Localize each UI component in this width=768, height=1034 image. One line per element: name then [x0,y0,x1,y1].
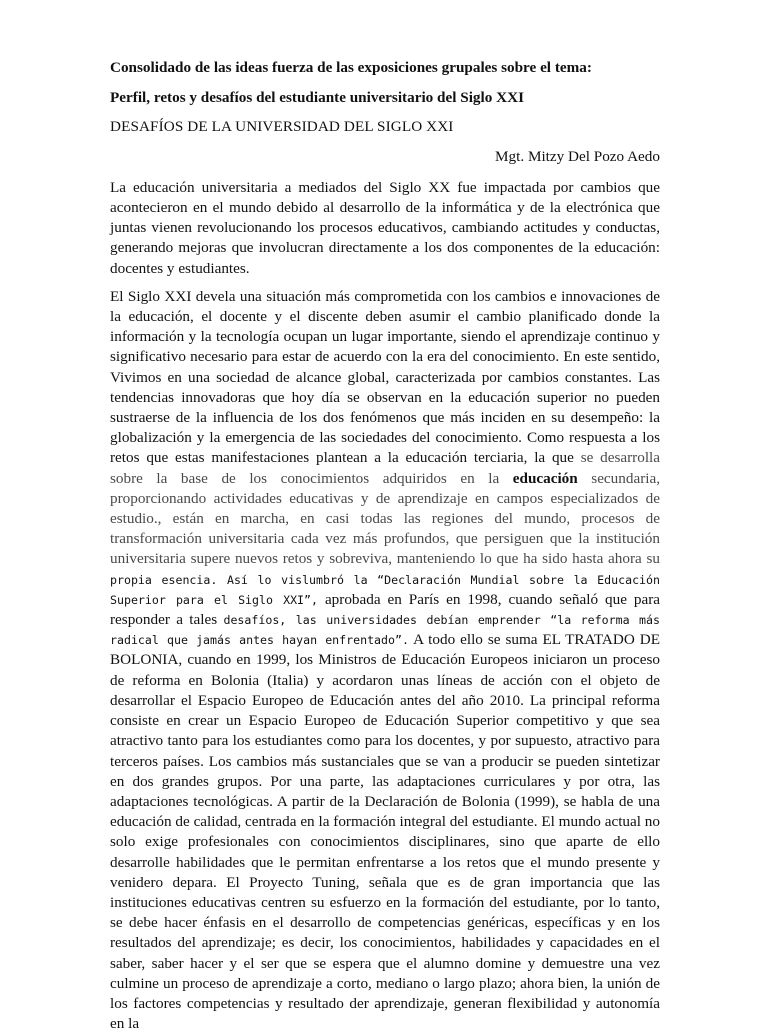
paragraph-intro: La educación universitaria a mediados del Siglo XX fue impactada por cambios que acontecieron en el mundo debido al desarrollo de la informática y de la electrónica que juntas vienen revolucionando los procesos educativos, cambiando actitudes y conductas, generando mejoras que involucran directamente a los dos componentes de la educación: docentes y estudiantes. [110,178,660,277]
paragraph-main-text-g: A todo ello se suma EL TRATADO DE BOLONIA, cuando en 1999, los Ministros de Educación Europeos iniciaron un proceso de reforma en Bolonia (Italia) y acordaron unas líneas de acción con el objeto de desarrollar el Espacio Europeo de Educación antes del año 2010. La principal reforma consiste en crear un Espacio Europeo de Educación Superior competitivo y que sea atractivo tanto para los estudiantes como para los docentes, y por supuesto, atractivo para terceros países. Los cambios más sustanciales que se van a producir se pueden sintetizar en dos grandes grupos. Por una parte, las adaptaciones curriculares y por otra, las adaptaciones tecnológicas. A partir de la Declaración de Bolonia (1999), se habla de una educación de calidad, centrada en la formación integral del estudiante. El mundo actual no solo exige profesionales con conocimientos disciplinares, sino que aparte de ello desarrolle habilidades que le permitan enfrentarse a los retos que el mundo presente y venidero depara. El Proyecto Tuning, señala que es de gran importancia que las instituciones educativas centren su esfuerzo en la formación del estudiante, por lo tanto, se debe hacer énfasis en el desarrollo de competencias genéricas, específicas y en los resultados del aprendizaje; es decir, los conocimientos, habilidades y capacidades en el saber, saber hacer y el ser que se espera que el alumno domine y demuestre una vez culmine un proceso de aprendizaje a corto, mediano o largo plazo; ahora bien, la unión de los factores competencias y resultado der aprendizaje, generan flexibilidad y autonomía en la [110,631,660,1033]
paragraph-main-text-e: aprobada en París en 1998, cuando señaló que para responder a tales [110,590,660,629]
author-line: Mgt. Mitzy Del Pozo Aedo [495,147,660,165]
paragraph-main [110,287,660,1034]
paragraph-main-quote-b: desafíos, las universidades debían emprender “la reforma más radical que jamás antes hayan enfrentado”. [110,613,661,648]
section-title: DESAFÍOS DE LA UNIVERSIDAD DEL SIGLO XXI [110,118,454,136]
paragraph-main-text-b: se desarrolla sobre la base de los conocimientos adquiridos en la [110,449,661,487]
paragraph-main-bold-term: educación [512,469,578,487]
paragraph-main-text-a: El Siglo XXI devela una situación más comprometida con los cambios e innovaciones de la educación, el docente y el discente deben asumir el cambio planificado donde la información y la tecnología ocupan un lugar importante, siendo el aprendizaje continuo y significativo necesario para estar de acuerdo con la era del conocimiento. En este sentido, Vivimos en una sociedad de alcance global, caracterizada por cambios constantes. Las tendencias innovadoras que hoy día se observan en la educación superior no pueden sustraerse de la influencia de los dos fenómenos que más inciden en su desempeño: la globalización y la emergencia de las sociedades del conocimiento. Como respuesta a los retos que estas manifestaciones plantean a la educación terciaria, la que [110,287,660,467]
paragraph-main-quote-a: propia esencia. Así lo vislumbró la “Declaración Mundial sobre la Educación Superior para el Siglo XXI”, [110,572,660,607]
document-heading-consolidado: Consolidado de las ideas fuerza de las exposiciones grupales sobre el tema: [110,59,592,76]
paragraph-main-text-c: secundaria, proporcionando actividades educativas y de aprendizaje en campos especializados de estudio., están en marcha, en casi todas las regiones del mundo, procesos de transformación universitaria cada vez más profundos, que persiguen que la institución universitaria supere nuevos retos y sobreviva, manteniendo lo que ha sido hasta ahora su [110,469,661,568]
document-heading-perfil: Perfil, retos y desafíos del estudiante universitario del Siglo XXI [110,89,524,107]
